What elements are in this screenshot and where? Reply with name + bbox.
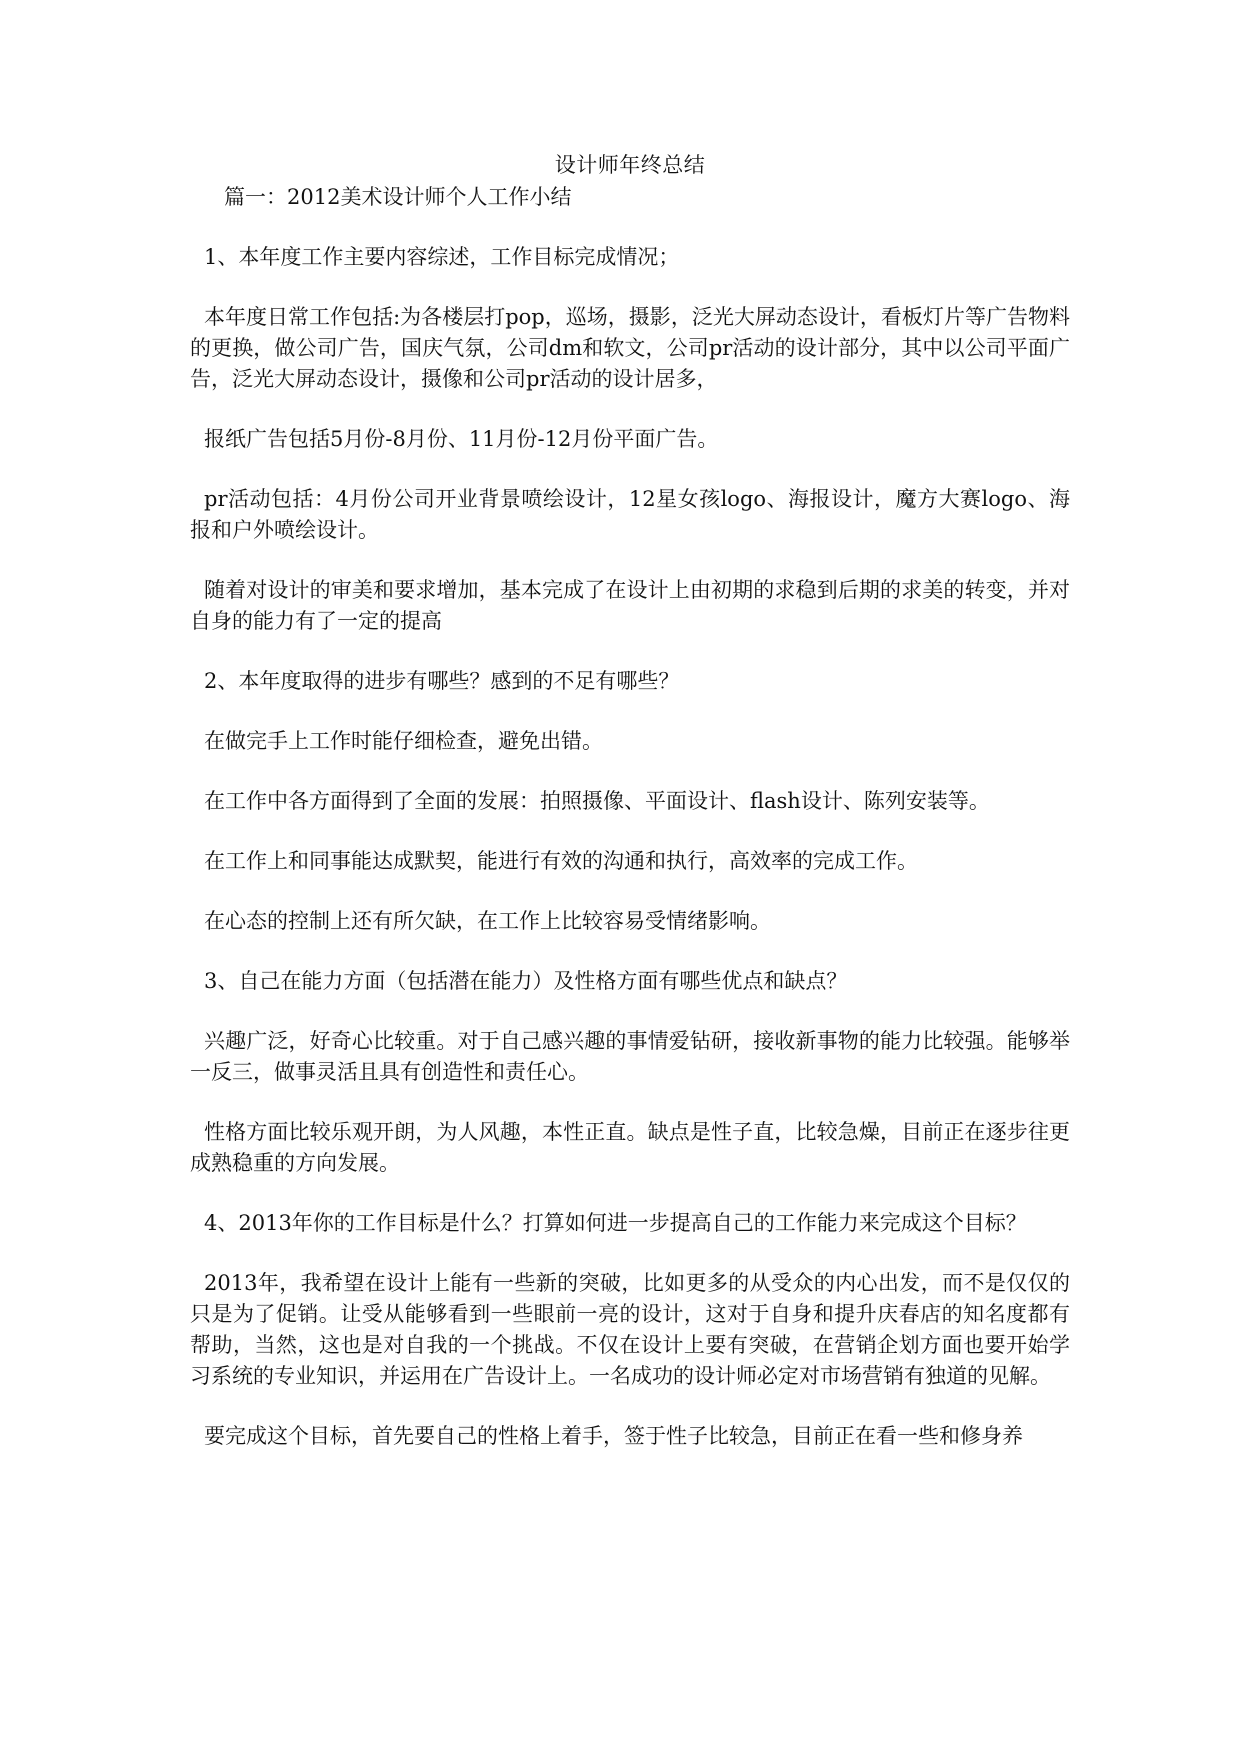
paragraph-design-improvement: 随着对设计的审美和要求增加，基本完成了在设计上由初期的求稳到后期的求美的转变，并对自身的能力有了一定的提高 — [190, 578, 1070, 633]
paragraph-newspaper-ads: 报纸广告包括5月份-8月份、11月份-12月份平面广告。 — [204, 427, 719, 451]
document-body — [190, 150, 1070, 1481]
paragraph-2013-goals: 2013年，我希望在设计上能有一些新的突破，比如更多的从受众的内心出发，而不是仅仅的只是为了促销。让受从能够看到一些眼前一亮的设计，这对于自身和提升庆春店的知名度都有帮助，当然，这也是对自我的一个挑战。不仅在设计上要有突破，在营销企划方面也要开始学习系统的专业知识，并运用在广告设计上。一名成功的设计师必定对市场营销有独道的见解。 — [190, 1271, 1070, 1388]
paragraph-section-4-heading: 4、2013年你的工作目标是什么？打算如何进一步提高自己的工作能力来完成这个目标？ — [204, 1211, 1027, 1235]
paragraph-plan: 要完成这个目标，首先要自己的性格上着手，签于性子比较急，目前正在看一些和修身养 — [204, 1424, 1023, 1448]
paragraph-interests: 兴趣广泛，好奇心比较重。对于自己感兴趣的事情爱钻研，接收新事物的能力比较强。能够举一反三，做事灵活且具有创造性和责任心。 — [190, 1029, 1070, 1084]
paragraph-all-round-development: 在工作中各方面得到了全面的发展：拍照摄像、平面设计、flash设计、陈列安装等。 — [204, 789, 990, 813]
paragraph-mindset: 在心态的控制上还有所欠缺，在工作上比较容易受情绪影响。 — [204, 909, 771, 933]
paragraph-careful-check: 在做完手上工作时能仔细检查，避免出错。 — [204, 729, 603, 753]
paragraph-pr-activities: pr活动包括：4月份公司开业背景喷绘设计，12星女孩logo、海报设计，魔方大赛logo、海报和户外喷绘设计。 — [190, 487, 1070, 542]
paragraph-section-1-heading: 1、本年度工作主要内容综述，工作目标完成情况； — [204, 245, 680, 269]
paragraph-daily-work: 本年度日常工作包括:为各楼层打pop，巡场，摄影，泛光大屏动态设计，看板灯片等广告物料的更换，做公司广告，国庆气氛，公司dm和软文，公司pr活动的设计部分，其中以公司平面广告，泛光大屏动态设计，摄像和公司pr活动的设计居多， — [190, 305, 1070, 391]
paragraph-personality: 性格方面比较乐观开朗，为人风趣，本性正直。缺点是性子直，比较急燥，目前正在逐步往更成熟稳重的方向发展。 — [190, 1120, 1070, 1175]
paragraph-section-3-heading: 3、自己在能力方面（包括潜在能力）及性格方面有哪些优点和缺点？ — [204, 969, 848, 993]
document-title: 设计师年终总结 — [554, 153, 706, 177]
document-subtitle: 篇一：2012美术设计师个人工作小结 — [224, 185, 572, 209]
paragraph-teamwork: 在工作上和同事能达成默契，能进行有效的沟通和执行，高效率的完成工作。 — [204, 849, 918, 873]
paragraph-section-2-heading: 2、本年度取得的进步有哪些？感到的不足有哪些？ — [204, 669, 680, 693]
